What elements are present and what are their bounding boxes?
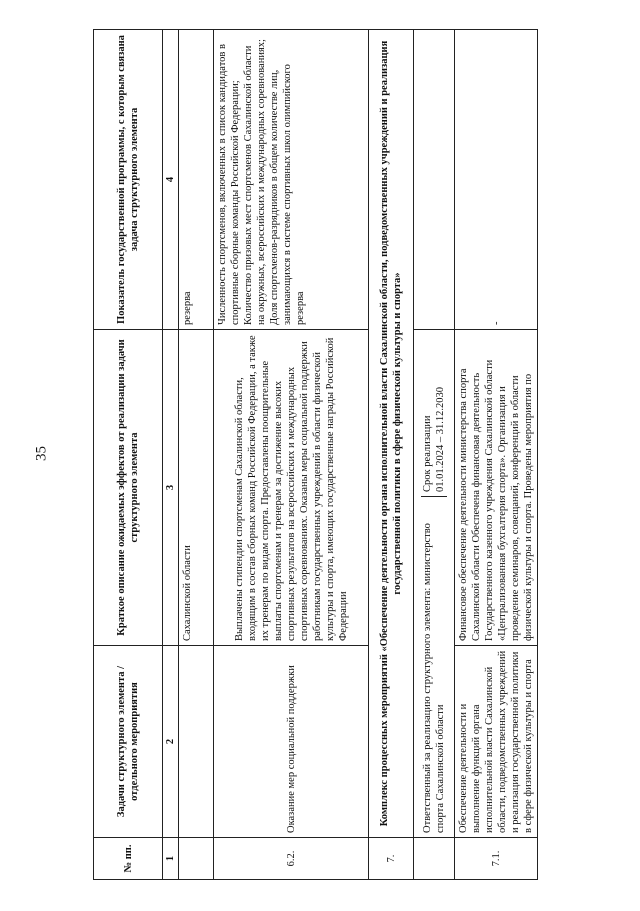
header-task: Задачи структурного элемента / отдельного мероприятия (94, 646, 163, 838)
column-index-row (163, 30, 179, 880)
row-7-title: Комплекс процессных мероприятий «Обеспечение деятельности органа исполнительной власти Сахалинской области, подведомственных учреждений и реализация государственной политики в сфере физической культуры и спорта» (369, 30, 414, 838)
col-index-3: 3 (163, 330, 179, 646)
row-6-2-indicator: Численность спортсменов, включенных в список кандидатов в спортивные сборные команды Российской Федерации; Количество призовых мест спортсменов Сахалинской области на окружных, всероссийских и международных соревнованиях; Доля спортсменов-разрядников в общем количестве лиц, занимающихся в системе спортивных школ олимпийского резерва (214, 30, 369, 330)
term-label: Срок реализации (422, 415, 433, 492)
page-number: 35 (33, 446, 50, 461)
header-effects: Краткое описание ожидаемых эффектов от реализации задачи структурного элемента (94, 330, 163, 646)
cont-effects: Сахалинской области (179, 330, 214, 646)
header-num: № пп. (94, 838, 163, 880)
row-6-2-effects: Выплачены стипендии спортсменам Сахалинской области, входящим в состав сборных команд Российской Федерации, а также их тренерам по видам спорта. Предоставлены поощрительные выплаты спортсменам и тренерам за достижение высоких спортивных результатов на всероссийских и международных спортивных соревнованиях. Оказаны меры социальной поддержки работникам государственных учреждений в области физической культуры и спорта, имеющих государственные награды Российской Федерации (214, 330, 369, 646)
term-block (421, 387, 447, 497)
row-7-1-effects: Финансовое обеспечение деятельности министерства спорта Сахалинской области Обеспечена финансовая деятельность Государственного казенного учреждения Сахалинской области «Централизованная бухгалтерия спорта». Организация и проведение семинаров, совещаний, конференций в области физической культуры и спорта. Проведены мероприятия по (455, 330, 538, 646)
row-6-2 (214, 30, 369, 880)
rotated-table-container (93, 30, 613, 880)
resp-indicator (414, 30, 455, 330)
row-7 (369, 30, 414, 880)
col-index-2: 2 (163, 646, 179, 838)
header-indicator: Показатель государственной программы, с которым связана задача структурного элемента (94, 30, 163, 330)
col-index-1: 1 (163, 838, 179, 880)
responsible-row (414, 30, 455, 880)
cont-task (179, 646, 214, 838)
row-7-1 (455, 30, 538, 880)
row-7-1-indicator: - (455, 30, 538, 330)
col-index-4: 4 (163, 30, 179, 330)
resp-cell (414, 330, 455, 838)
responsible-text: Ответственный за реализацию структурного элемента: министерство спорта Сахалинской области (422, 523, 446, 833)
header-row (94, 30, 163, 880)
cont-indicator: резерва (179, 30, 214, 330)
row-7-1-task: Обеспечение деятельности и выполнение функций органа исполнительной власти Сахалинской области, подведомственных учреждений и реализация государственной политики в сфере физической культуры и спорта (455, 646, 538, 838)
resp-num (414, 838, 455, 880)
program-table (93, 29, 538, 880)
resp-term-wrap (421, 334, 447, 833)
row-7-num: 7. (369, 838, 414, 880)
row-6-2-task: Оказание мер социальной поддержки (214, 646, 369, 838)
continuation-row (179, 30, 214, 880)
row-6-2-num: 6.2. (214, 838, 369, 880)
cont-num (179, 838, 214, 880)
row-7-1-num: 7.1. (455, 838, 538, 880)
term-value: 01.01.2024 – 31.12.2030 (435, 387, 446, 492)
